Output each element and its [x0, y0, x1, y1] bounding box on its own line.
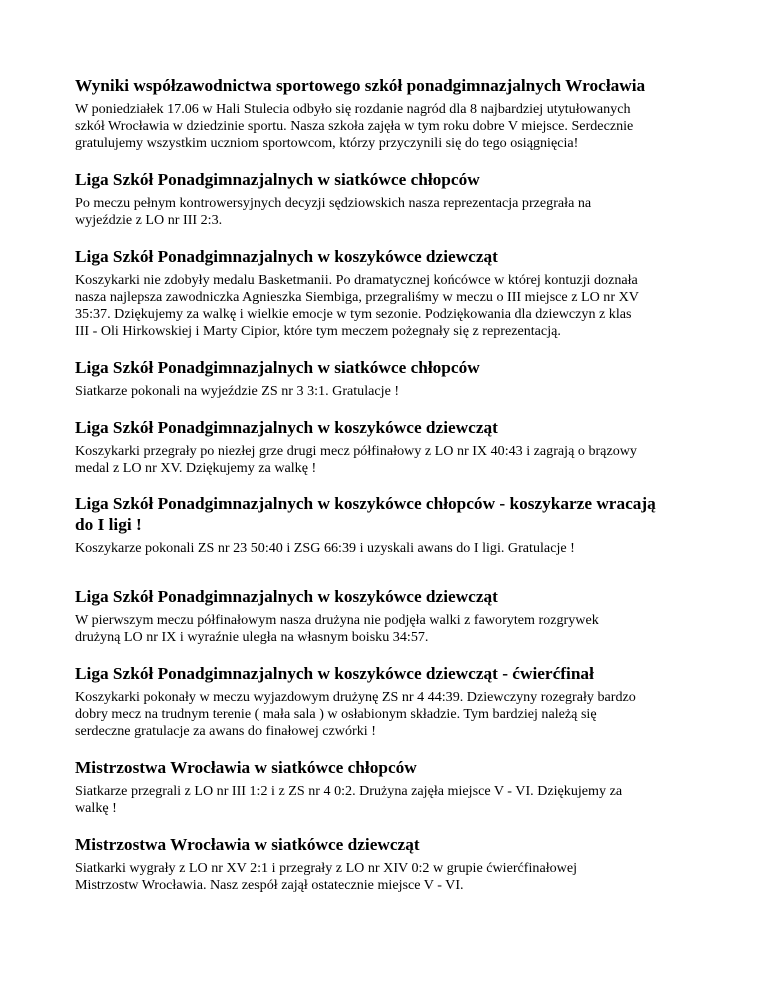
news-item	[75, 75, 708, 152]
news-body: Koszykarki nie zdobyły medalu Basketmanii. Po dramatycznej końcówce w której kontuzji doznała nasza najlepsza zawodniczka Agnieszka Siembiga, przegraliśmy w meczu o III miejsce z LO nr XV 35:37. Dziękujemy za walkę i wielkie emocje w tym sezonie. Podziękowania dla dziewczyn z klas III - Oli Hirkowskiej i Marty Cipior, które tym meczem pożegnały się z reprezentacją.	[75, 272, 639, 339]
news-body: Po meczu pełnym kontrowersyjnych decyzji sędziowskich nasza reprezentacja przegrała na wyjeździe z LO nr III 2:3.	[75, 195, 592, 228]
news-body: Koszykarki przegrały po niezłej grze drugi mecz półfinałowy z LO nr IX 40:43 i zagrają o brązowy medal z LO nr XV. Dziękujemy za walkę !	[75, 443, 637, 476]
news-heading: Liga Szkół Ponadgimnazjalnych w koszykówce dziewcząt	[75, 587, 498, 606]
news-item	[75, 357, 708, 400]
news-body: Siatkarze pokonali na wyjeździe ZS nr 3 3:1. Gratulacje !	[75, 383, 400, 399]
news-heading: Liga Szkół Ponadgimnazjalnych w koszykówce dziewcząt - ćwierćfinał	[75, 664, 594, 683]
news-item	[75, 417, 708, 477]
news-heading: Mistrzostwa Wrocławia w siatkówce dziewcząt	[75, 835, 420, 854]
news-body: Siatkarze przegrali z LO nr III 1:2 i z ZS nr 4 0:2. Drużyna zajęła miejsce V - VI. Dziękujemy za walkę !	[75, 783, 623, 816]
news-item	[75, 246, 708, 340]
news-heading: Liga Szkół Ponadgimnazjalnych w siatkówce chłopców	[75, 170, 480, 189]
news-heading: Wyniki współzawodnictwa sportowego szkół ponadgimnazjalnych Wrocławia	[75, 76, 646, 95]
news-body: Koszykarki pokonały w meczu wyjazdowym drużynę ZS nr 4 44:39. Dziewczyny rozegrały bardzo dobry mecz na trudnym terenie ( mała sala ) w osłabionym składzie. Tym bardziej należą się serdeczne gratulacje za awans do finałowej czwórki !	[75, 689, 636, 739]
news-body: Koszykarze pokonali ZS nr 23 50:40 i ZSG 66:39 i uzyskali awans do I ligi. Gratulacje !	[75, 540, 575, 556]
news-heading: Liga Szkół Ponadgimnazjalnych w siatkówce chłopców	[75, 358, 480, 377]
news-heading: Liga Szkół Ponadgimnazjalnych w koszykówce dziewcząt	[75, 247, 498, 266]
news-heading: Mistrzostwa Wrocławia w siatkówce chłopców	[75, 758, 417, 777]
news-body: Siatkarki wygrały z LO nr XV 2:1 i przegrały z LO nr XIV 0:2 w grupie ćwierćfinałowej Mistrzostw Wrocławia. Nasz zespół zajął ostatecznie miejsce V - VI.	[75, 860, 578, 893]
news-heading: Liga Szkół Ponadgimnazjalnych w koszykówce chłopców - koszykarze wracają do I ligi !	[75, 494, 656, 534]
news-item	[75, 586, 708, 646]
news-item	[75, 493, 708, 557]
news-item	[75, 663, 708, 740]
news-body: W pierwszym meczu półfinałowym nasza drużyna nie podjęła walki z faworytem rozgrywek drużyną LO nr IX i wyraźnie uległa na własnym boisku 34:57.	[75, 612, 599, 645]
news-item	[75, 834, 708, 894]
news-item	[75, 169, 708, 229]
news-body: W poniedziałek 17.06 w Hali Stulecia odbyło się rozdanie nagród dla 8 najbardziej utytułowanych szkół Wrocławia w dziedzinie sportu. Nasza szkoła zajęła w tym roku dobre V miejsce. Serdecznie gratulujemy wszystkim uczniom sportowcom, którzy przyczynili się do tego osiągnięcia!	[75, 101, 634, 151]
news-heading: Liga Szkół Ponadgimnazjalnych w koszykówce dziewcząt	[75, 418, 498, 437]
news-item	[75, 757, 708, 817]
